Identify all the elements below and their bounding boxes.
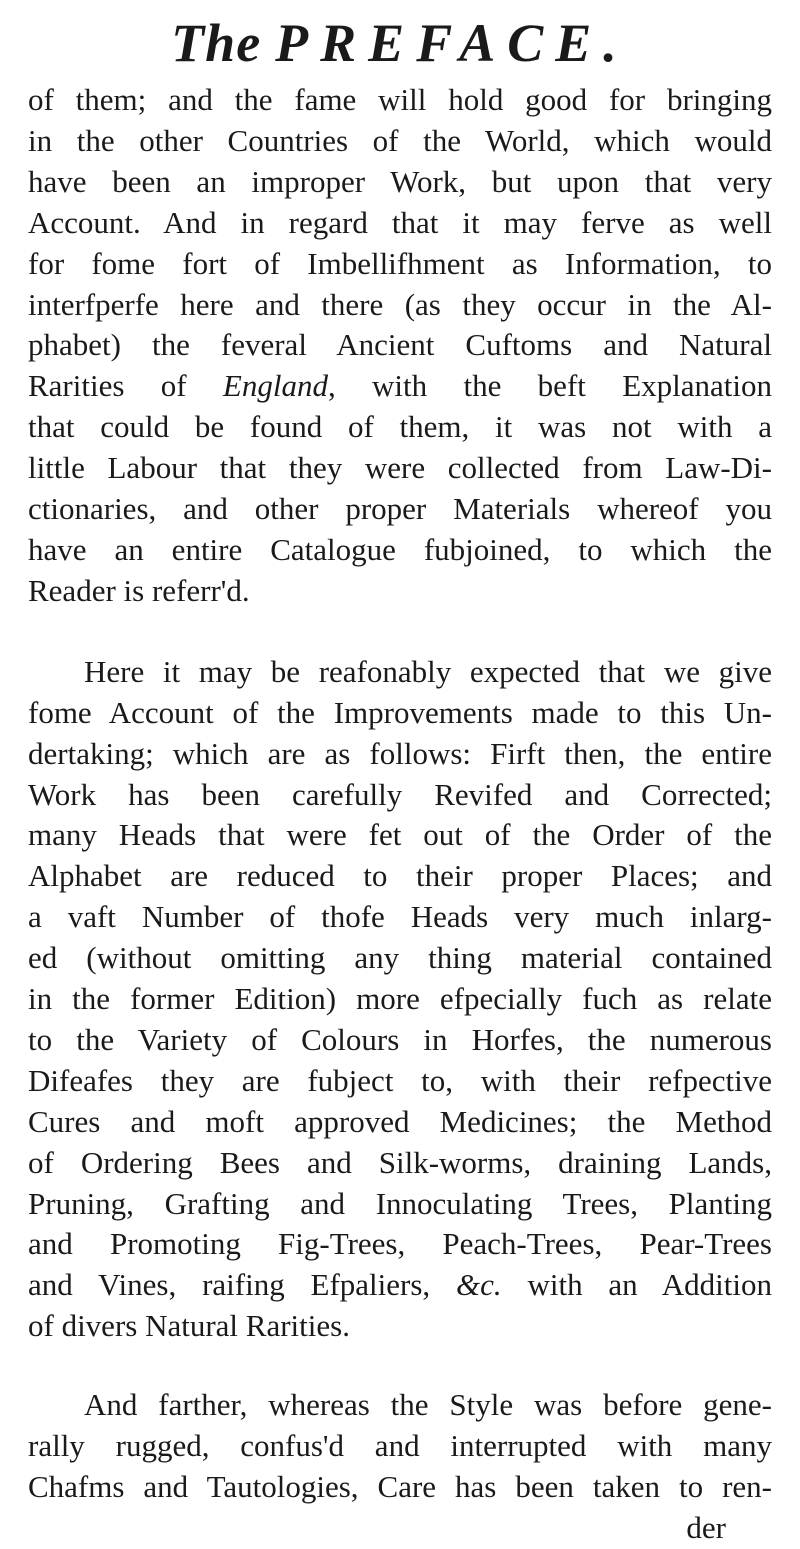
- text-line: in the other Countries of the World, which would: [28, 122, 772, 158]
- paragraph-1: [28, 80, 772, 612]
- text-line: dertaking; which are as follows: Firft then, the entire: [28, 735, 772, 771]
- paragraph-gap: [28, 1347, 772, 1385]
- text-line: for fome fort of Imbellifhment as Information, to: [28, 245, 772, 281]
- paragraph-3: [28, 1385, 772, 1508]
- header-preface: PREFACE.: [275, 13, 629, 73]
- catchword: der: [686, 1509, 726, 1545]
- text-line: and Vines, raifing Efpaliers, &c. with an Addition: [28, 1267, 772, 1303]
- text-line: Account. And in regard that it may ferve as well: [28, 204, 772, 240]
- text-line: Reader is referr'd.: [28, 572, 250, 608]
- running-header: [28, 12, 772, 74]
- text-line: many Heads that were fet out of the Order of the: [28, 817, 772, 853]
- text-line: of them; and the fame will hold good for bringing: [28, 82, 772, 117]
- text-line: in the former Edition) more efpecially fuch as relate: [28, 981, 772, 1017]
- text-line: little Labour that they were collected from Law-Di-: [28, 450, 772, 486]
- paragraph-2: [28, 652, 772, 1347]
- text-line: phabet) the feveral Ancient Cuftoms and Natural: [28, 327, 772, 363]
- text-line: Chafms and Tautologies, Care has been taken to ren-: [28, 1469, 772, 1504]
- text-line: of divers Natural Rarities.: [28, 1308, 350, 1344]
- text-line: rally rugged, confus'd and interrupted with many: [28, 1428, 772, 1464]
- text-line: Alphabet are reduced to their proper Places; and: [28, 858, 772, 894]
- text-line: to the Variety of Colours in Horfes, the numerous: [28, 1021, 772, 1057]
- text-line: And farther, whereas the Style was before gene-: [84, 1387, 772, 1423]
- text-line: Rarities of England, with the beft Explanation: [28, 368, 772, 404]
- text-line: that could be found of them, it was not with a: [28, 409, 772, 445]
- text-line: a vaft Number of thofe Heads very much inlarg-: [28, 899, 772, 935]
- text-line: and Promoting Fig-Trees, Peach-Trees, Pear-Trees: [28, 1226, 772, 1262]
- italic-word: England: [222, 368, 328, 404]
- text-line: Pruning, Grafting and Innoculating Trees, Planting: [28, 1185, 772, 1221]
- italic-word: &c.: [456, 1267, 502, 1303]
- text-line: Here it may be reafonably expected that we give: [84, 653, 772, 689]
- text-line: Difeafes they are fubject to, with their refpective: [28, 1062, 772, 1098]
- text-line: Cures and moft approved Medicines; the Method: [28, 1103, 772, 1139]
- text-line: have an entire Catalogue fubjoined, to which the: [28, 531, 772, 567]
- text-line: of Ordering Bees and Silk-worms, draining Lands,: [28, 1144, 772, 1180]
- header-the: The: [171, 13, 262, 73]
- paragraph-gap: [28, 612, 772, 652]
- text-line: Work has been carefully Revifed and Corrected;: [28, 776, 772, 812]
- text-line: fome Account of the Improvements made to this Un-: [28, 694, 772, 730]
- text-line: interfperfe here and there (as they occur in the Al-: [28, 286, 772, 322]
- text-line: have been an improper Work, but upon that very: [28, 163, 772, 199]
- text-line: ed (without omitting any thing material contained: [28, 940, 772, 976]
- text-line: ctionaries, and other proper Materials whereof you: [28, 491, 772, 527]
